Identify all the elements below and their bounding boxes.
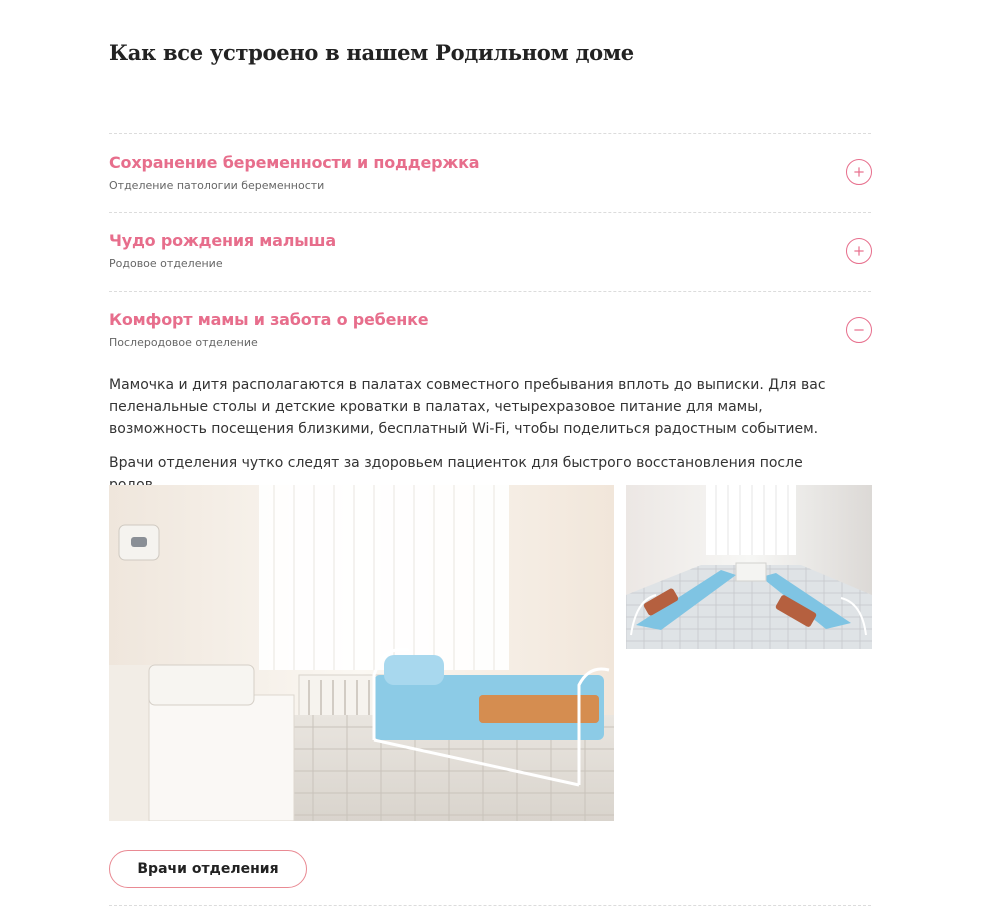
- description-paragraph: Мамочка и дитя располагаются в палатах совместного пребывания вплоть до выписки. Для вас пеленальные столы и детские кроватки в палатах, четырехразовое питание для мамы, возможность посещения близкими, бесплатный Wi-Fi, чтобы поделиться радостным событием.: [109, 377, 826, 437]
- description-paragraph: Врачи отделения чутко следят за здоровьем пациенток для быстрого восстановления после: [109, 455, 803, 471]
- divider: [109, 133, 871, 134]
- ward-room-photo: [109, 485, 614, 821]
- accordion-title[interactable]: Комфорт мамы и забота о ребенке: [109, 310, 429, 329]
- ward-beds-photo: [626, 485, 872, 649]
- divider: [109, 291, 871, 292]
- doctors-button[interactable]: Врачи отделения: [109, 850, 307, 888]
- minus-circle-icon[interactable]: [846, 317, 872, 343]
- accordion-item-postnatal[interactable]: [109, 310, 872, 370]
- accordion-subtitle: Послеродовое отделение: [109, 336, 258, 349]
- divider: [109, 212, 871, 213]
- divider: [109, 905, 871, 906]
- page-title: Как все устроено в нашем Родильном доме: [109, 40, 634, 65]
- plus-circle-icon[interactable]: [846, 159, 872, 185]
- accordion-title[interactable]: Чудо рождения малыша: [109, 231, 336, 250]
- accordion-subtitle: Родовое отделение: [109, 257, 223, 270]
- accordion-item-pregnancy[interactable]: [109, 153, 872, 213]
- accordion-item-birth[interactable]: [109, 231, 872, 291]
- accordion-subtitle: Отделение патологии беременности: [109, 179, 325, 192]
- plus-circle-icon[interactable]: [846, 238, 872, 264]
- accordion-title[interactable]: Сохранение беременности и поддержка: [109, 153, 480, 172]
